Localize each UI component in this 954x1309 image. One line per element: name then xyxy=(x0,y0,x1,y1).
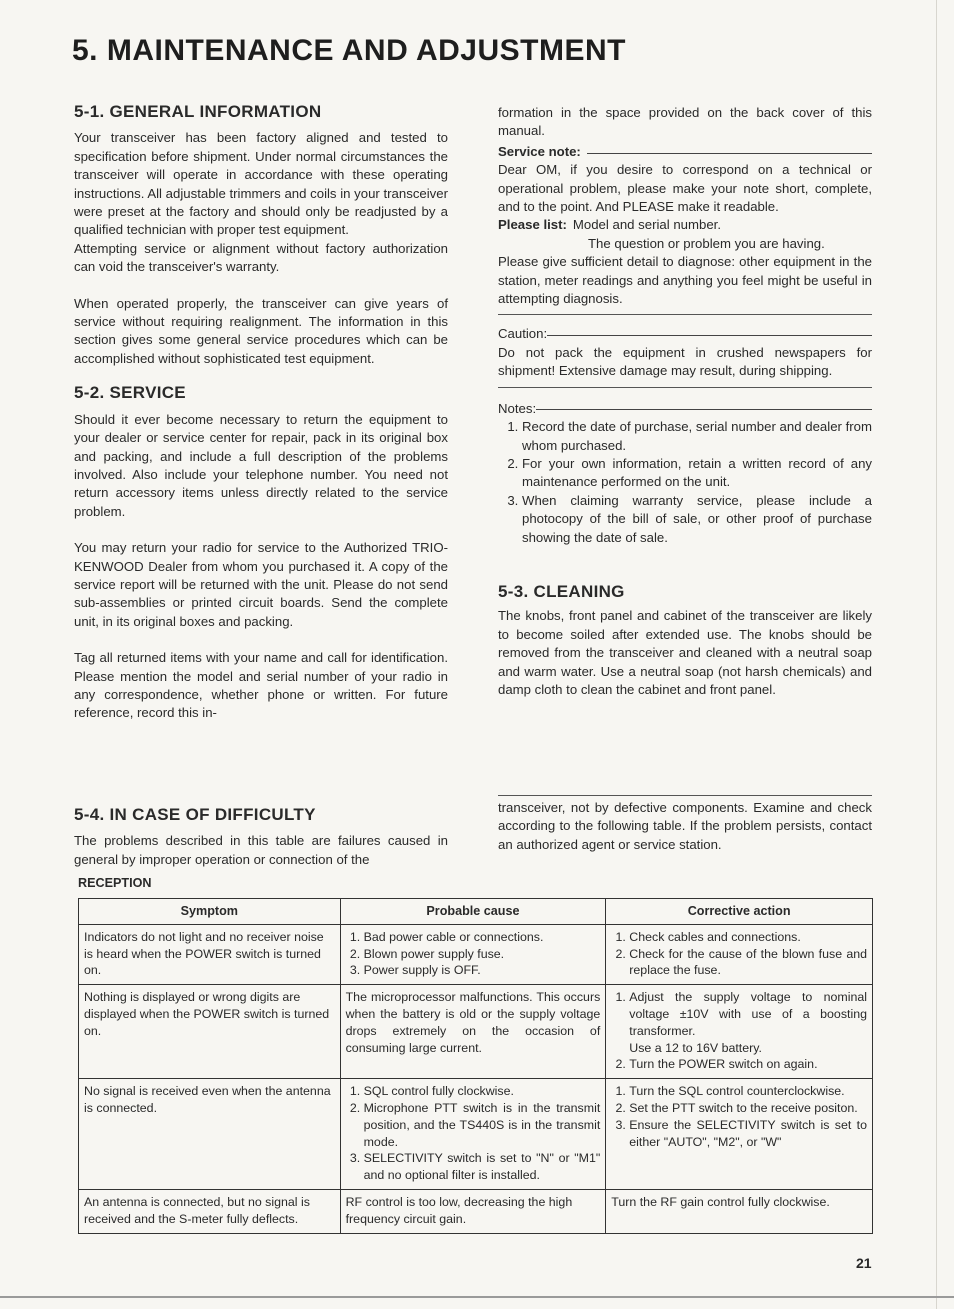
cause-cell xyxy=(340,924,606,984)
section-heading-cleaning: 5-3. CLEANING xyxy=(498,581,625,601)
action-item: 1. Turn the SQL control counterclockwise. xyxy=(629,1083,867,1100)
please-list-items xyxy=(573,216,721,234)
general-paragraph-2: Attempting service or alignment without factory authorization can void the transceiver's warranty. xyxy=(74,240,448,275)
notes-list xyxy=(498,418,872,547)
cause-item: 1. Bad power cable or connections. xyxy=(364,929,601,946)
cause-item: 2. Microphone PTT switch is in the transmit position, and the TS440S is in the transmit mode. xyxy=(364,1100,601,1150)
section-heading-service: 5-2. SERVICE xyxy=(74,383,186,403)
symptom-cell: An antenna is connected, but no signal is received and the S-meter fully deflects. xyxy=(79,1189,341,1233)
column-header: Corrective action xyxy=(606,899,873,925)
divider xyxy=(498,387,872,388)
symptom-cell: No signal is received even when the antenna is connected. xyxy=(79,1079,341,1190)
action-item: 3. Ensure the SELECTIVITY switch is set to either "AUTO", "M2", or "W" xyxy=(629,1117,867,1151)
caution-text: Do not pack the equipment in crushed newspapers for shipment! Extensive damage may result, during shipping. xyxy=(498,344,872,379)
divider xyxy=(536,409,872,410)
table-row xyxy=(79,924,873,984)
troubleshooting-table xyxy=(78,898,873,1234)
action-item: 1. Check cables and connections. xyxy=(629,929,867,946)
action-item: 2. Check for the cause of the blown fuse and replace the fuse. xyxy=(629,946,867,980)
please-list xyxy=(498,216,872,234)
caution-label: Caution: xyxy=(498,326,548,342)
symptom-cell: Indicators do not light and no receiver noise is heard when the POWER switch is turned on. xyxy=(79,924,341,984)
page-edge-shadow xyxy=(936,0,937,1309)
action-item: 2. Set the PTT switch to the receive positon. xyxy=(629,1100,867,1117)
general-paragraph-3: When operated properly, the transceiver can give years of service without requiring realignment. The information in this section gives some general service procedures which can be accomplished without sophisticated test equipment. xyxy=(74,295,448,366)
service-note-label: Service note: xyxy=(498,143,581,159)
please-list-label: Please list: xyxy=(498,217,567,233)
note-item: 3. When claiming warranty service, please include a photocopy of the bill of sale, or other proof of purchase showing the date of sale. xyxy=(522,492,872,547)
table-label: RECEPTION xyxy=(78,876,152,890)
divider xyxy=(0,1296,954,1298)
notes-header xyxy=(498,400,872,418)
section-heading-general: 5-1. GENERAL INFORMATION xyxy=(74,102,322,121)
action-cell xyxy=(606,924,873,984)
left-column xyxy=(74,103,448,723)
cleaning-text: The knobs, front panel and cabinet of the transceiver are likely to become soiled after extended use. The knobs should be removed from the transceiver and cleaned with a neutral soap and warm water. Use a neutral soap (not harsh chemicals) and damp cloth to clean the cabinet and front panel. xyxy=(498,608,872,697)
notes-label: Notes: xyxy=(498,400,537,416)
table-row xyxy=(79,1189,873,1233)
divider xyxy=(498,314,872,315)
service-detail-text: Please give sufficient detail to diagnose: other equipment in the station, meter readings and anything you feel might be useful in attempting diagnosis. xyxy=(498,254,872,307)
symptom-cell: Nothing is displayed or wrong digits are displayed when the POWER switch is turned on. xyxy=(79,985,341,1079)
cause-cell: RF control is too low, decreasing the high frequency circuit gain. xyxy=(340,1189,606,1233)
cause-item: 3. SELECTIVITY switch is set to "N" or "M1" and no optional filter is installed. xyxy=(364,1150,601,1184)
divider xyxy=(498,795,872,796)
section-heading-difficulty: 5-4. IN CASE OF DIFFICULTY xyxy=(74,805,316,824)
note-item: 2. For your own information, retain a written record of any maintenance performed on the unit. xyxy=(522,455,872,492)
action-cell xyxy=(606,985,873,1079)
cause-cell xyxy=(340,1079,606,1190)
difficulty-paragraph-continued: transceiver, not by defective components. Examine and check according to the following table. If the problem persists, contact an authorized agent or service station. xyxy=(498,800,872,852)
service-paragraph-3: Tag all returned items with your name and call for identification. Please mention the model and serial number of your radio in any correspondence, whether phone or written. For future reference, record this in- xyxy=(74,650,448,721)
page-title: 5. MAINTENANCE AND ADJUSTMENT xyxy=(72,34,626,67)
action-cell: Turn the RF gain control fully clockwise. xyxy=(606,1189,873,1233)
difficulty-right xyxy=(498,799,872,854)
column-header: Probable cause xyxy=(340,899,606,925)
service-paragraph-1: Should it ever become necessary to return the equipment to your dealer or service center for repair, pack in its original box and packing, and include a full description of the problems involved. Also include your telephone number. You need not return accessory items unless directly related to the service problem. xyxy=(74,411,448,519)
difficulty-paragraph: The problems described in this table are failures caused in general by improper operation or connection of the xyxy=(74,833,448,867)
cause-item: 1. SQL control fully clockwise. xyxy=(364,1083,601,1100)
service-note-text: Dear OM, if you desire to correspond on a technical or operational problem, please make your note short, complete, and to the point. And PLEASE make it readable. xyxy=(498,162,872,215)
difficulty-left xyxy=(74,806,448,869)
cause-cell: The microprocessor malfunctions. This occurs when the battery is old or the supply voltage drops extremely on the occasion of consuming large current. xyxy=(340,985,606,1079)
divider xyxy=(547,335,872,336)
caution-header xyxy=(498,325,872,343)
service-paragraph-3-continued: formation in the space provided on the back cover of this manual. xyxy=(498,105,872,139)
please-list-item: The question or problem you are having. xyxy=(588,235,825,251)
action-item: 1. Adjust the supply voltage to nominal voltage ±10V with use of a boosting transformer. Use a 12 to 16V battery. xyxy=(629,989,867,1056)
note-item: 1. Record the date of purchase, serial number and dealer from whom purchased. xyxy=(522,418,872,455)
service-paragraph-2: You may return your radio for service to the Authorized TRIO-KENWOOD Dealer from whom you purchased it. A copy of the service report will be returned with the unit. Please do not send sub-assemblies or printed circuit boards. Send the complete unit, in its original boxes and packing. xyxy=(74,540,448,629)
action-item: 2. Turn the POWER switch on again. xyxy=(629,1056,867,1073)
column-header: Symptom xyxy=(79,899,341,925)
table-row xyxy=(79,1079,873,1190)
service-note-header xyxy=(498,143,872,161)
general-paragraph-1: Your transceiver has been factory aligned and tested to specification before shipment. Under normal circumstances the transceiver will operate in accordance with these operating instructions. All adjustable trimmers and coils in your transceiver were preset at the factory and should only be readjusted by a qualified technician with proper test equipment. xyxy=(74,130,448,238)
cause-item: 2. Blown power supply fuse. xyxy=(364,946,601,963)
table-header-row xyxy=(79,899,873,925)
table-row xyxy=(79,985,873,1079)
page-number: 21 xyxy=(856,1255,872,1271)
right-column xyxy=(498,104,872,699)
please-list-item: Model and serial number. xyxy=(572,217,721,233)
divider xyxy=(587,153,872,154)
cause-item: 3. Power supply is OFF. xyxy=(364,962,601,979)
action-cell xyxy=(606,1079,873,1190)
